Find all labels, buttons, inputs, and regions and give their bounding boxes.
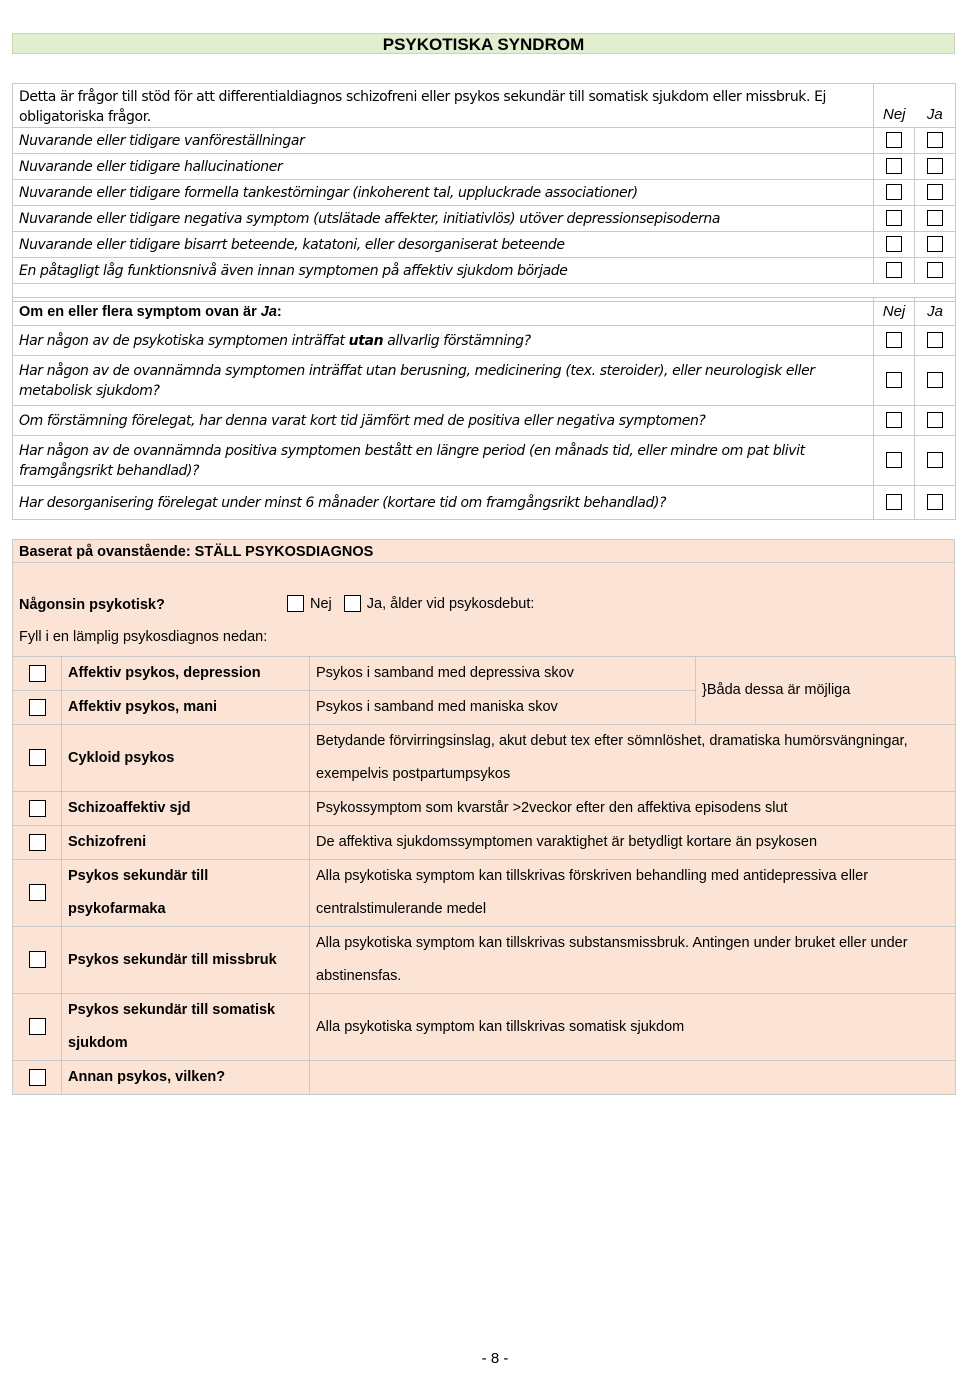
symptoms-table	[12, 83, 956, 302]
symptom-nej-checkbox[interactable]	[886, 158, 902, 174]
diagnosis-heading-bar	[12, 539, 955, 563]
page-number: - 8 -	[481, 1350, 509, 1367]
question-nej-checkbox[interactable]	[886, 494, 902, 510]
diagnosis-desc	[310, 1061, 956, 1095]
page-title: PSYKOTISKA SYNDROM	[12, 33, 955, 54]
question-ja-checkbox[interactable]	[927, 452, 943, 468]
option-nej-label: Nej	[310, 595, 332, 612]
question-ja-checkbox[interactable]	[927, 372, 943, 388]
symptom-ja-checkbox[interactable]	[927, 184, 943, 200]
symptom-nej-checkbox[interactable]	[886, 184, 902, 200]
symptom-row-label: Nuvarande eller tidigare negativa symptom (utslätade affekter, initiativlös) utöver depressionsepisoderna	[13, 206, 874, 232]
diagnosis-name: Schizoaffektiv sjd	[62, 792, 310, 826]
diagnosis-checkbox[interactable]	[29, 1069, 46, 1086]
symptom-ja-checkbox[interactable]	[927, 210, 943, 226]
diagnosis-checkbox[interactable]	[29, 951, 46, 968]
diagnosis-checkbox[interactable]	[29, 834, 46, 851]
diagnosis-desc: Psykossymptom som kvarstår >2veckor efter den affektiva episodens slut	[310, 792, 956, 826]
diagnosis-heading: Baserat på ovanstående: STÄLL PSYKOSDIAGNOS	[19, 544, 374, 560]
diagnosis-name: Affektiv psykos, depression	[62, 657, 310, 691]
symptom-nej-checkbox[interactable]	[886, 132, 902, 148]
question-nej-checkbox[interactable]	[886, 372, 902, 388]
question-row-label: Har desorganisering förelegat under minst 6 månader (kortare tid om framgångsrikt behandlad)?	[13, 486, 874, 520]
symptom-row-label: Nuvarande eller tidigare bisarrt beteende, katatoni, eller desorganiserat beteende	[13, 232, 874, 258]
fill-in-label: Fyll i en lämplig psykosdiagnos nedan:	[19, 629, 268, 645]
diagnosis-name: Psykos sekundär till missbruk	[62, 927, 310, 994]
symptom-row-label: Nuvarande eller tidigare vanföreställningar	[13, 128, 874, 154]
question-ja-checkbox[interactable]	[927, 412, 943, 428]
diagnosis-name: Affektiv psykos, mani	[62, 691, 310, 725]
ever-psychotic-nej-checkbox[interactable]	[287, 595, 304, 612]
both-possible-note: }Båda dessa är möjliga	[696, 657, 956, 725]
col-ja-header: Ja	[915, 84, 956, 128]
followup-table	[12, 297, 956, 520]
diagnosis-checkbox[interactable]	[29, 665, 46, 682]
intro-text: Detta är frågor till stöd för att differentialdiagnos schizofreni eller psykos sekundär till somatisk sjukdom eller missbruk. Ej obligatoriska frågor.	[13, 84, 874, 128]
symptom-ja-checkbox[interactable]	[927, 158, 943, 174]
diagnosis-desc: Psykos i samband med depressiva skov	[310, 657, 696, 691]
diagnosis-desc: Alla psykotiska symptom kan tillskrivas förskriven behandling med antidepressiva eller centralstimulerande medel	[310, 860, 956, 927]
diagnosis-desc: Betydande förvirringsinslag, akut debut tex efter sömnlöshet, dramatiska humörsvängningar, exempelvis postpartumpsykos	[310, 725, 956, 792]
diagnosis-checkbox[interactable]	[29, 884, 46, 901]
question-nej-checkbox[interactable]	[886, 332, 902, 348]
col-nej-header: Nej	[874, 84, 915, 128]
option-ja-label: Ja, ålder vid psykosdebut:	[366, 595, 535, 612]
symptom-row-label: Nuvarande eller tidigare hallucinationer	[13, 154, 874, 180]
symptom-ja-checkbox[interactable]	[927, 262, 943, 278]
question-ja-checkbox[interactable]	[927, 332, 943, 348]
symptom-nej-checkbox[interactable]	[886, 236, 902, 252]
col-nej-header: Nej	[874, 298, 915, 326]
diagnosis-checkbox[interactable]	[29, 1018, 46, 1035]
symptom-ja-checkbox[interactable]	[927, 132, 943, 148]
diagnosis-table	[12, 656, 956, 1095]
diagnosis-name: Schizofreni	[62, 826, 310, 860]
col-ja-header: Ja	[915, 298, 956, 326]
symptom-row-label: Nuvarande eller tidigare formella tankestörningar (inkoherent tal, uppluckrade associationer)	[13, 180, 874, 206]
diagnosis-name: Annan psykos, vilken?	[62, 1061, 310, 1095]
diagnosis-checkbox[interactable]	[29, 800, 46, 817]
question-row-label: Har någon av de psykotiska symptomen inträffat utan allvarlig förstämning?	[13, 326, 874, 356]
question-nej-checkbox[interactable]	[886, 412, 902, 428]
diagnosis-checkbox[interactable]	[29, 699, 46, 716]
ever-psychotic-ja-checkbox[interactable]	[344, 595, 361, 612]
question-row-label: Om förstämning förelegat, har denna varat kort tid jämfört med de positiva eller negativa symptomen?	[13, 406, 874, 436]
diagnosis-checkbox[interactable]	[29, 749, 46, 766]
diagnosis-desc: Alla psykotiska symptom kan tillskrivas substansmissbruk. Antingen under bruket eller under abstinensfas.	[310, 927, 956, 994]
followup-heading: Om en eller flera symptom ovan är Ja:	[13, 298, 874, 326]
symptom-nej-checkbox[interactable]	[886, 210, 902, 226]
symptom-nej-checkbox[interactable]	[886, 262, 902, 278]
diagnosis-name: Psykos sekundär till somatisk sjukdom	[62, 994, 310, 1061]
diagnosis-name: Psykos sekundär till psykofarmaka	[62, 860, 310, 927]
question-row-label: Har någon av de ovannämnda positiva symptomen bestått en längre period (en månads tid, eller mindre om pat blivit framgångsrikt behandlad)?	[13, 436, 874, 486]
symptom-ja-checkbox[interactable]	[927, 236, 943, 252]
diagnosis-name: Cykloid psykos	[62, 725, 310, 792]
symptom-row-label: En påtagligt låg funktionsnivå även innan symptomen på affektiv sjukdom började	[13, 258, 874, 284]
diagnosis-desc: De affektiva sjukdomssymptomen varaktighet är betydligt kortare än psykosen	[310, 826, 956, 860]
question-nej-checkbox[interactable]	[886, 452, 902, 468]
ever-psychotic-label: Någonsin psykotisk?	[19, 597, 165, 613]
question-ja-checkbox[interactable]	[927, 494, 943, 510]
diagnosis-desc: Alla psykotiska symptom kan tillskrivas somatisk sjukdom	[310, 994, 956, 1061]
ever-psychotic-options	[287, 595, 534, 612]
diagnosis-intro-block	[12, 562, 955, 657]
question-row-label: Har någon av de ovannämnda symptomen inträffat utan berusning, medicinering (tex. steroider), eller neurologisk eller metabolisk sjukdom?	[13, 356, 874, 406]
diagnosis-desc: Psykos i samband med maniska skov	[310, 691, 696, 725]
